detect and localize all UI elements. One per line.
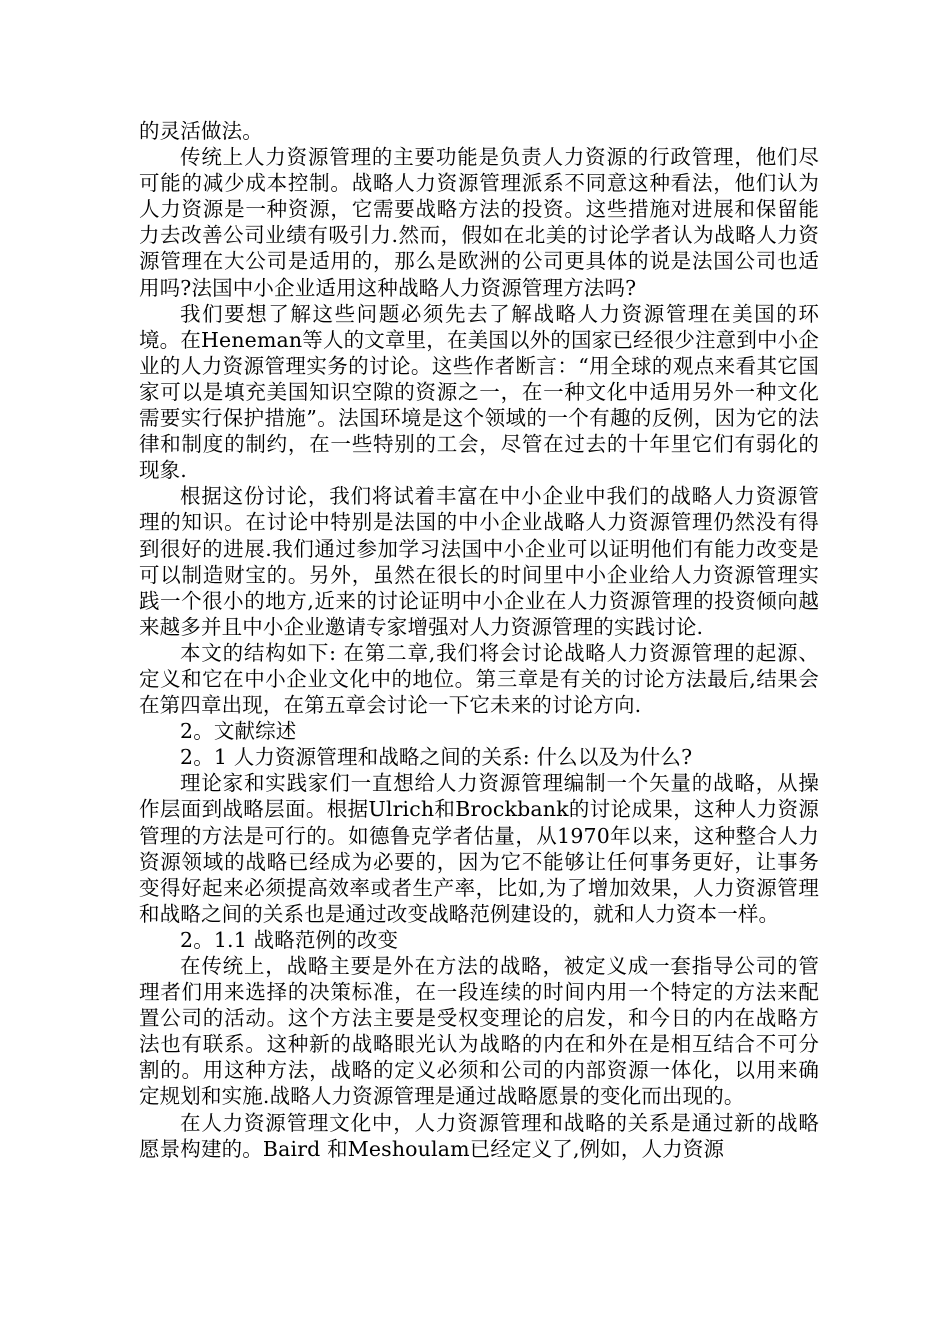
section-heading-2: 2。文献综述	[180, 719, 297, 744]
paragraph-10: 在人力资源管理文化中，人力资源管理和战略的关系是通过新的战略愿景构建的。Baird 和Meshoulam已经定义了,例如，人力资源	[139, 1110, 819, 1161]
paragraph-2: 我们要想了解这些问题必须先去了解战略人力资源管理在美国的环境。在Heneman等人的文章里，在美国以外的国家已经很少注意到中小企业的人力资源管理实务的讨论。这些作者断言：“用全球的观点来看其它国家可以是填充美国知识空隙的资源之一，在一种文化中适用另外一种文化需要实行保护措施”。法国环境是这个领域的一个有趣的反例，因为它的法律和制度的制约，在一些特别的工会，尽管在过去的十年里它们有弱化的现象.	[139, 301, 819, 483]
paragraph-3: 根据这份讨论，我们将试着丰富在中小企业中我们的战略人力资源管理的知识。在讨论中特别是法国的中小企业战略人力资源管理仍然没有得到很好的进展.我们通过参加学习法国中小企业可以证明他们有能力改变是可以制造财宝的。另外，虽然在很长的时间里中小企业给人力资源管理实践一个很小的地方,近来的讨论证明中小企业在人力资源管理的投资倾向越来越多并且中小企业邀请专家增强对人力资源管理的实践讨论.	[139, 484, 819, 639]
section-heading-2-1-1: 2。1.1 战略范例的改变	[180, 927, 399, 952]
section-heading-2-1: 2。1 人力资源管理和战略之间的关系: 什么以及为什么?	[180, 745, 693, 770]
paragraph-7: 理论家和实践家们一直想给人力资源管理编制一个矢量的战略，从操作层面到战略层面。根据Ulrich和Brockbank的讨论成果，这种人力资源管理的方法是可行的。如德鲁克学者估量，从1970年以来，这种整合人力资源领域的战略已经成为必要的，因为它不能够让任何事务更好，让事务变得好起来必须提高效率或者生产率，比如,为了增加效果，人力资源管理和战略之间的关系也是通过改变战略范例建设的，就和人力资本一样。	[139, 771, 819, 926]
document-body	[139, 118, 819, 1162]
paragraph-0: 的灵活做法。	[139, 119, 263, 143]
paragraph-9: 在传统上，战略主要是外在方法的战略，被定义成一套指导公司的管理者们用来选择的决策标准，在一段连续的时间内用一个特定的方法来配置公司的活动。这个方法主要是受权变理论的启发，和今日的内在战略方法也有联系。这种新的战略眼光认为战略的内在和外在是相互结合不可分割的。用这种方法，战略的定义必须和公司的内部资源一体化，以用来确定规划和实施.战略人力资源管理是通过战略愿景的变化而出现的。	[139, 954, 819, 1109]
paragraph-1: 传统上人力资源管理的主要功能是负责人力资源的行政管理，他们尽可能的减少成本控制。战略人力资源管理派系不同意这种看法，他们认为人力资源是一种资源，它需要战略方法的投资。这些措施对进展和保留能力去改善公司业绩有吸引力.然而，假如在北美的讨论学者认为战略人力资源管理在大公司是适用的，那么是欧洲的公司更具体的说是法国公司也适用吗?法国中小企业适用这种战略人力资源管理方法吗?	[139, 145, 819, 300]
paragraph-4: 本文的结构如下: 在第二章,我们将会讨论战略人力资源管理的起源、定义和它在中小企业文化中的地位。第三章是有关的讨论方法最后,结果会在第四章出现，在第五章会讨论一下它未来的讨论方向.	[139, 640, 819, 718]
